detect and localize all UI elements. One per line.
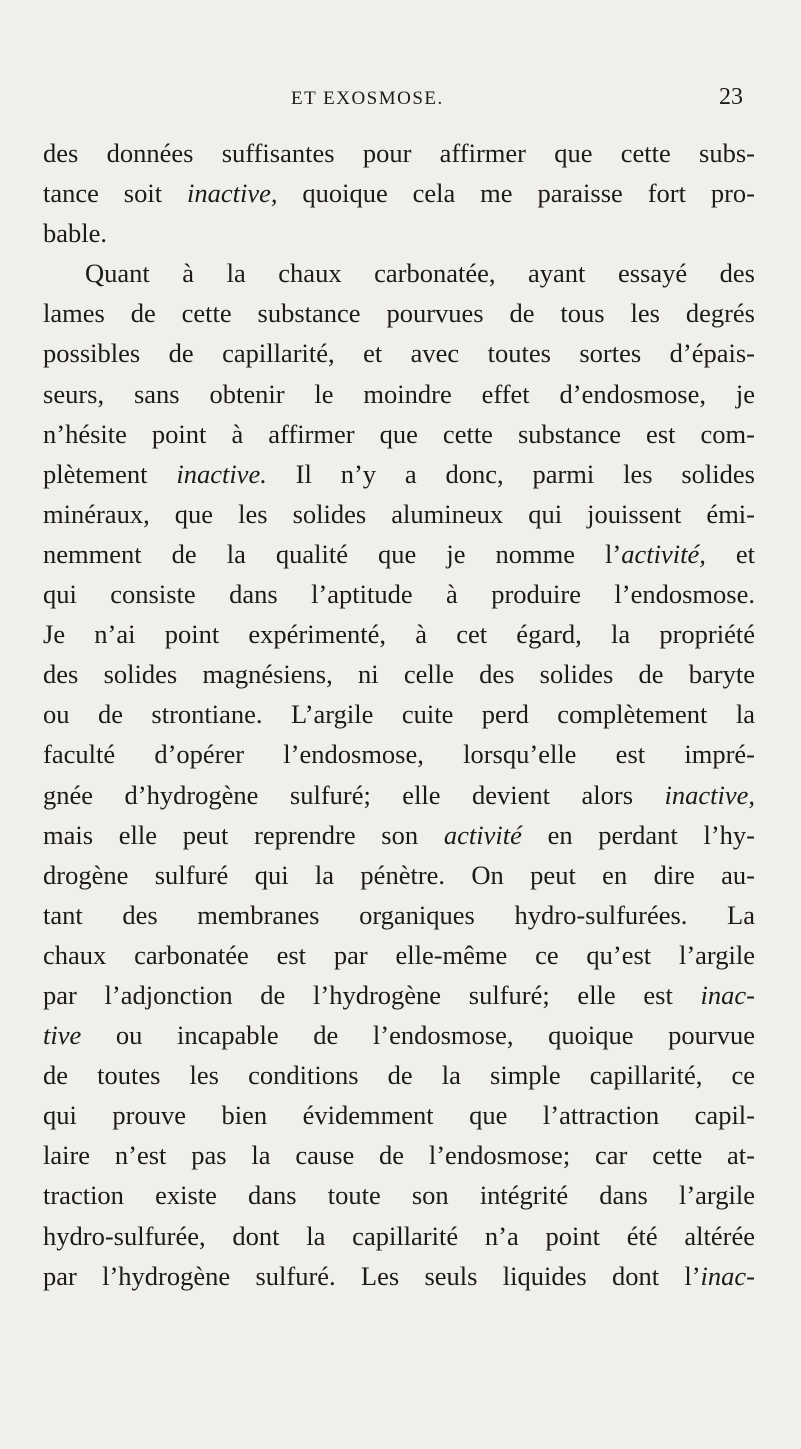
text-line: [43, 734, 755, 774]
text-segment: lames de cette substance pourvues de tous les degrés: [43, 298, 755, 329]
text-segment: ou incapable de l’endosmose, quoique pourvue: [81, 1020, 755, 1051]
text-line: [43, 975, 755, 1015]
text-line: [43, 654, 755, 694]
text-segment: minéraux, que les solides alumineux qui jouissent émi-: [43, 498, 755, 529]
text-line: [43, 374, 755, 414]
page-number: 23: [719, 84, 743, 110]
text-line: [43, 133, 755, 173]
text-line: [43, 1175, 755, 1215]
text-line: [43, 253, 755, 293]
italic-text-segment: inactive.: [176, 458, 267, 489]
text-segment: par l’hydrogène sulfuré. Les seuls liquides dont l’: [43, 1260, 701, 1291]
text-segment: drogène sulfuré qui la pénètre. On peut en dire au-: [43, 859, 755, 890]
text-line: [43, 213, 755, 253]
italic-text-segment: inactive,: [186, 178, 278, 209]
text-line: [43, 1135, 755, 1175]
text-segment: gnée d’hydrogène sulfuré; elle devient alors: [43, 779, 665, 810]
text-segment: Quant à la chaux carbonatée, ayant essayé des: [85, 258, 755, 289]
text-segment: et: [705, 538, 756, 569]
text-segment: tant des membranes organiques hydro-sulfurées. La: [43, 899, 755, 930]
text-segment: quoique cela me paraisse fort pro-: [277, 178, 755, 209]
text-line: [43, 1015, 755, 1055]
text-line: [43, 173, 755, 213]
text-line: [43, 293, 755, 333]
text-segment: traction existe dans toute son intégrité dans l’argile: [43, 1180, 755, 1211]
text-line: [43, 1256, 755, 1296]
text-segment: plètement: [43, 458, 177, 489]
text-segment: qui consiste dans l’aptitude à produire l’endosmose.: [43, 579, 755, 610]
text-segment: bable.: [43, 218, 108, 249]
italic-text-segment: tive: [43, 1020, 82, 1051]
text-line: [43, 1055, 755, 1095]
text-line: [43, 1095, 755, 1135]
text-line: [43, 333, 755, 373]
text-segment: ou de strontiane. L’argile cuite perd complètement la: [43, 699, 755, 730]
text-segment: n’hésite point à affirmer que cette substance est com-: [43, 418, 755, 449]
text-line: [43, 895, 755, 935]
text-segment: des solides magnésiens, ni celle des solides de baryte: [43, 659, 755, 690]
italic-text-segment: activité,: [621, 538, 706, 569]
text-line: [43, 494, 755, 534]
text-line: [43, 454, 755, 494]
text-segment: tance soit: [43, 178, 187, 209]
text-segment: Il n’y a donc, parmi les solides: [266, 458, 755, 489]
text-line: [43, 414, 755, 454]
text-segment: par l’adjonction de l’hydrogène sulfuré; elle est: [43, 979, 701, 1010]
text-segment: Je n’ai point expérimenté, à cet égard, la propriété: [43, 619, 755, 650]
text-line: [43, 855, 755, 895]
text-line: [43, 815, 755, 855]
text-segment: qui prouve bien évidemment que l’attraction capil-: [43, 1100, 755, 1131]
text-segment: nemment de la qualité que je nomme l’: [43, 538, 622, 569]
text-segment: mais elle peut reprendre son: [43, 819, 444, 850]
text-line: [43, 574, 755, 614]
text-line: [43, 775, 755, 815]
body-text: [43, 133, 755, 1296]
text-segment: hydro-sulfurée, dont la capillarité n’a point été altérée: [43, 1220, 755, 1251]
text-line: [43, 1216, 755, 1256]
text-line: [43, 534, 755, 574]
text-segment: laire n’est pas la cause de l’endosmose; car cette at-: [43, 1140, 755, 1171]
text-segment: de toutes les conditions de la simple capillarité, ce: [43, 1060, 755, 1091]
italic-text-segment: inactive,: [664, 779, 755, 810]
text-segment: chaux carbonatée est par elle-même ce qu’est l’argile: [43, 939, 755, 970]
italic-text-segment: inac-: [700, 979, 755, 1010]
italic-text-segment: inac-: [700, 1260, 755, 1291]
text-line: [43, 694, 755, 734]
text-segment: en perdant l’hy-: [521, 819, 755, 850]
text-line: [43, 935, 755, 975]
italic-text-segment: activité: [443, 819, 522, 850]
text-segment: possibles de capillarité, et avec toutes sortes d’épais-: [43, 338, 755, 369]
text-line: [43, 614, 755, 654]
text-segment: faculté d’opérer l’endosmose, lorsqu’elle est impré-: [43, 739, 755, 770]
text-segment: seurs, sans obtenir le moindre effet d’endosmose, je: [43, 378, 755, 409]
running-head: ET EXOSMOSE.: [291, 88, 444, 109]
text-segment: des données suffisantes pour affirmer que cette subs-: [43, 138, 755, 168]
